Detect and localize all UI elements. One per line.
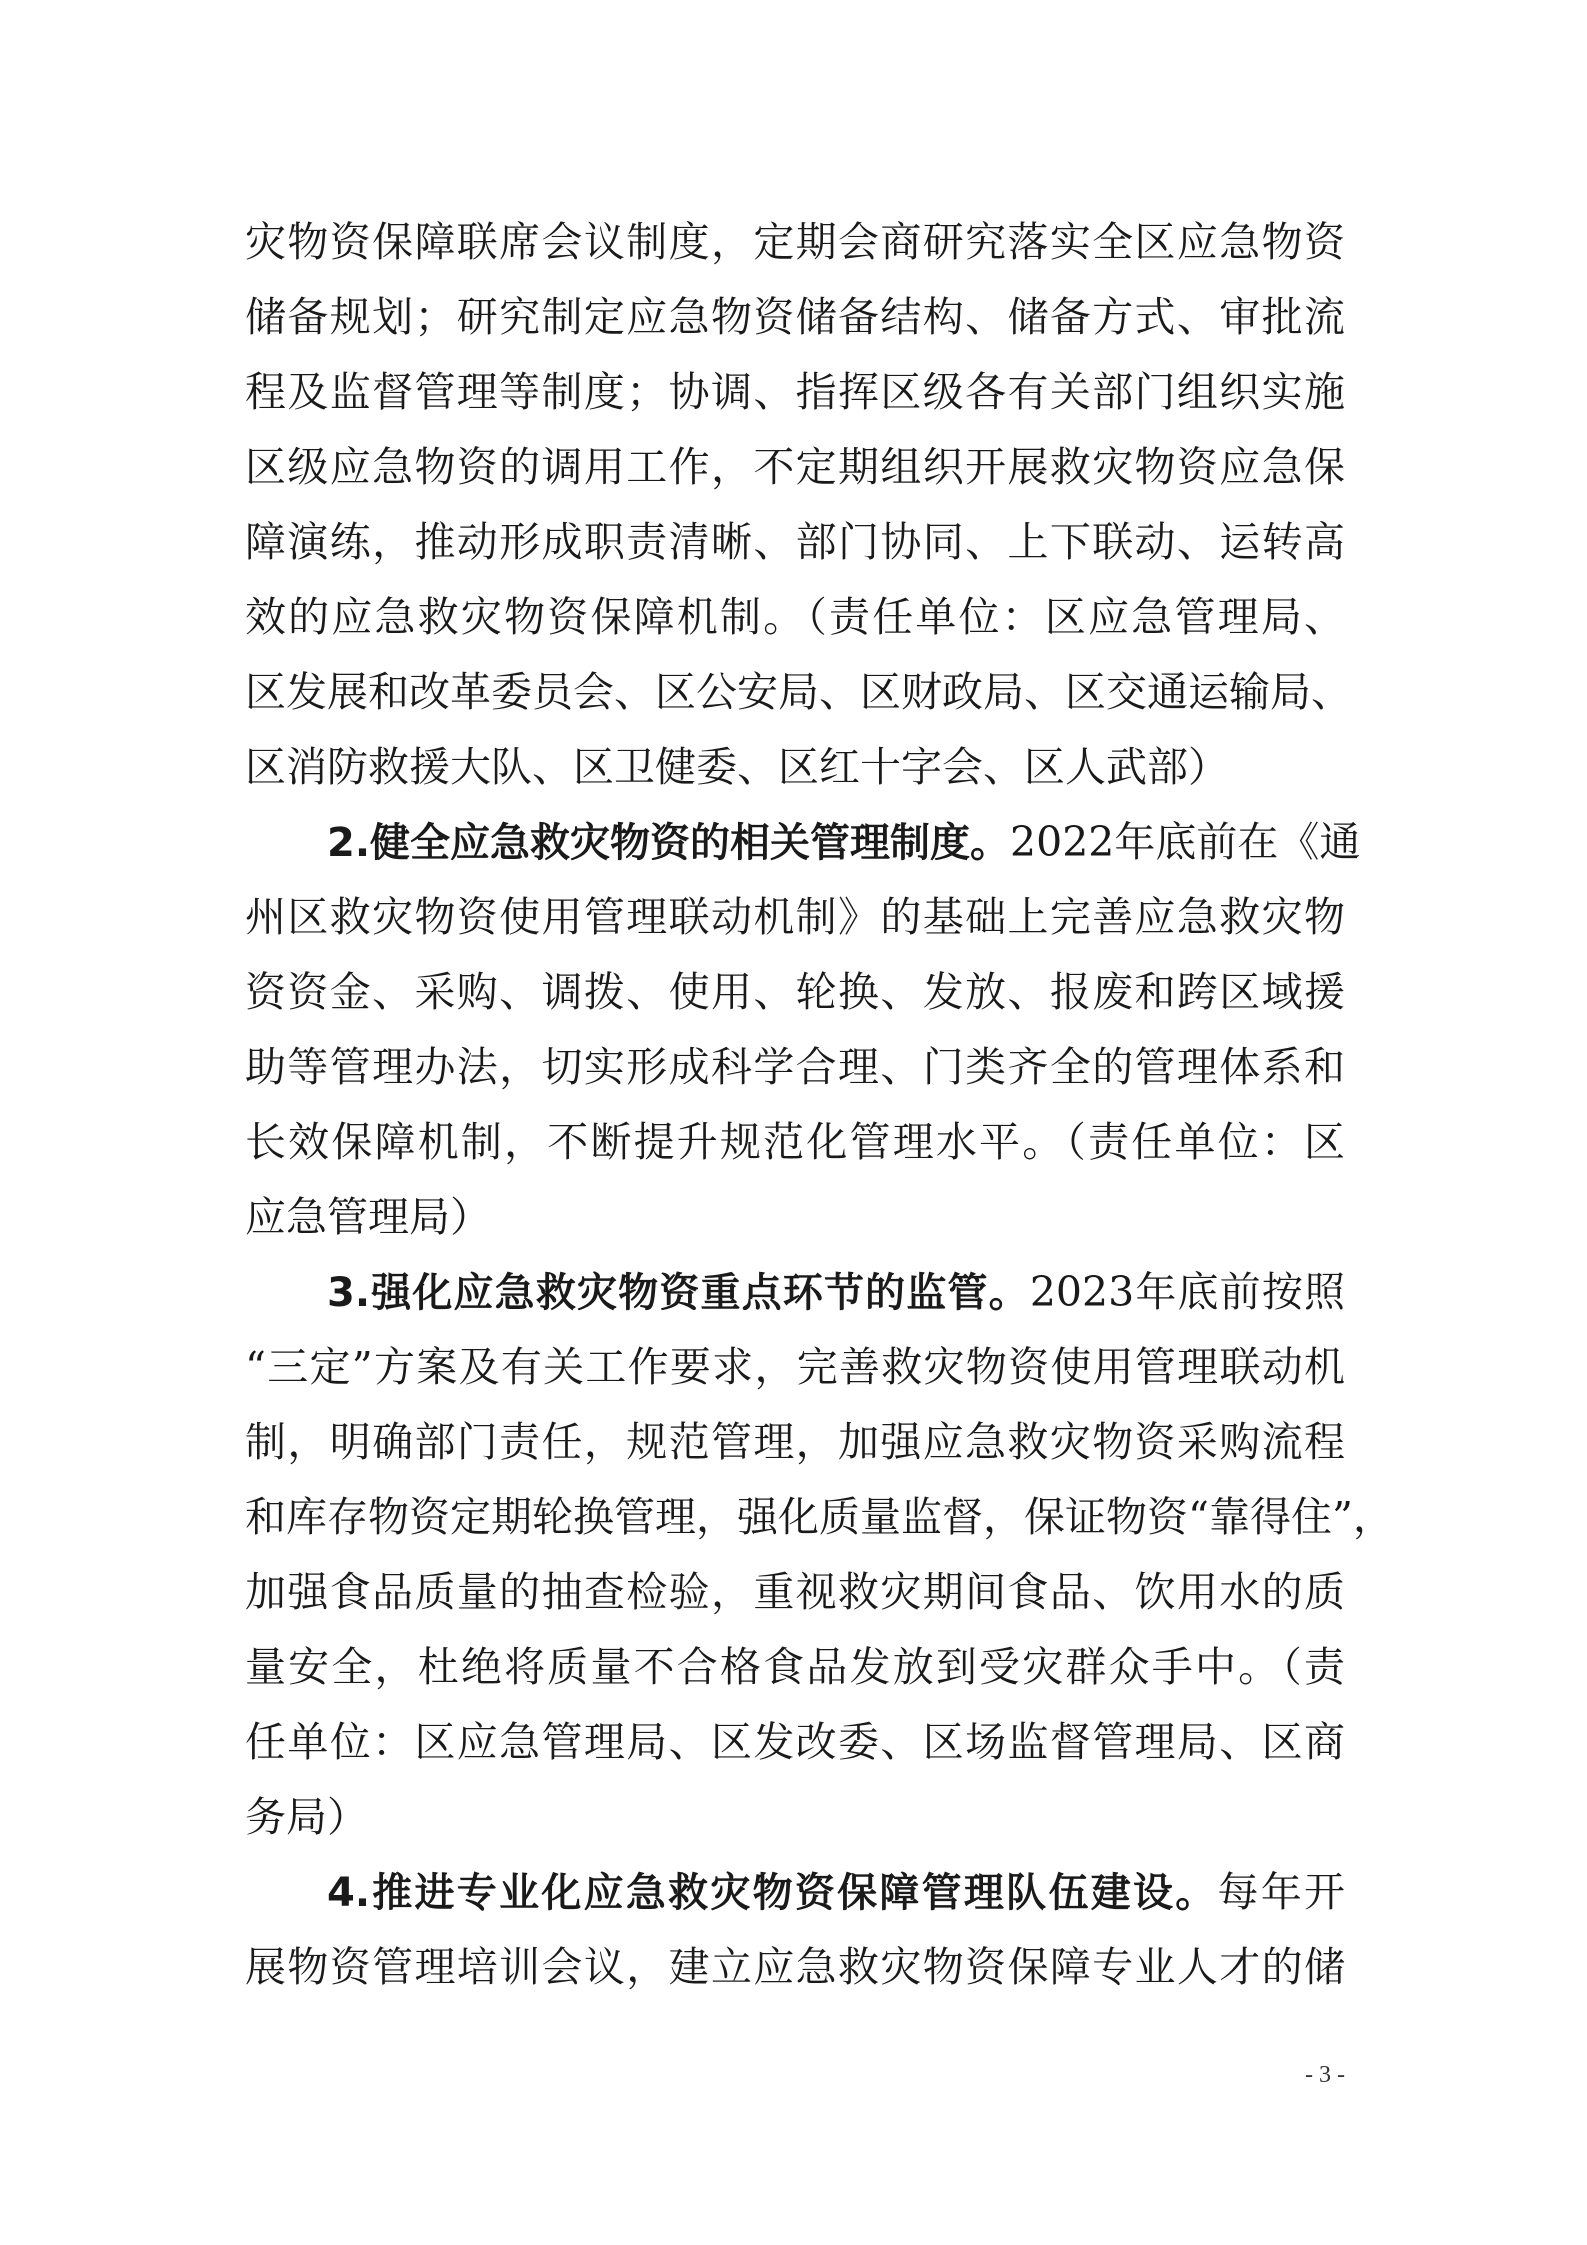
text-line: 区级应急物资的调用工作，不定期组织开展救灾物资应急保 xyxy=(245,443,1345,491)
paragraph-2 xyxy=(245,805,1361,1255)
text-line: 效的应急救灾物资保障机制。（责任单位：区应急管理局、 xyxy=(245,593,1345,641)
paragraph-first-line xyxy=(245,1255,1345,1330)
document-body xyxy=(245,205,1394,2005)
text-line: 量安全，杜绝将质量不合格食品发放到受灾群众手中。（责 xyxy=(245,1643,1345,1691)
text-span: 每年开 xyxy=(1217,1868,1346,1916)
text-line: 务局） xyxy=(245,1793,368,1841)
text-line: “三定”方案及有关工作要求，完善救灾物资使用管理联动机 xyxy=(245,1343,1345,1391)
text-line: 展物资管理培训会议，建立应急救灾物资保障专业人才的储 xyxy=(245,1943,1345,1991)
text-line: 程及监督管理等制度；协调、指挥区级各有关部门组织实施 xyxy=(245,368,1345,416)
text-line: 区消防救援大队、区卫健委、区红十字会、区人武部） xyxy=(245,743,1229,791)
text-line: 障演练，推动形成职责清晰、部门协同、上下联动、运转高 xyxy=(245,518,1345,566)
paragraph-4 xyxy=(245,1855,1345,2005)
text-line: 制，明确部门责任，规范管理，加强应急救灾物资采购流程 xyxy=(245,1418,1345,1466)
text-line: 区发展和改革委员会、区公安局、区财政局、区交通运输局、 xyxy=(245,668,1352,716)
paragraph-3 xyxy=(245,1255,1394,1855)
text-line: 资资金、采购、调拨、使用、轮换、发放、报废和跨区域援 xyxy=(245,968,1345,1016)
text-line: 和库存物资定期轮换管理，强化质量监督，保证物资“靠得住”， xyxy=(245,1493,1394,1541)
page-number: - 3 - xyxy=(1305,2062,1345,2088)
text-span: 2022年底前在《通 xyxy=(1010,818,1361,866)
text-line: 任单位：区应急管理局、区发改委、区场监督管理局、区商 xyxy=(245,1718,1345,1766)
section-heading: 2.健全应急救灾物资的相关管理制度。 xyxy=(327,820,1011,866)
text-line: 助等管理办法，切实形成科学合理、门类齐全的管理体系和 xyxy=(245,1043,1345,1091)
text-line: 应急管理局） xyxy=(245,1193,491,1241)
text-line: 长效保障机制，不断提升规范化管理水平。（责任单位：区 xyxy=(245,1118,1345,1166)
paragraph-first-line xyxy=(245,805,1361,880)
text-span: 2023年底前按照 xyxy=(1029,1268,1345,1316)
text-line: 州区救灾物资使用管理联动机制》的基础上完善应急救灾物 xyxy=(245,893,1345,941)
paragraph-first-line xyxy=(245,1855,1345,1930)
paragraph-1 xyxy=(245,205,1352,805)
text-line: 加强食品质量的抽查检验，重视救灾期间食品、饮用水的质 xyxy=(245,1568,1345,1616)
section-heading: 3.强化应急救灾物资重点环节的监管。 xyxy=(327,1270,1030,1316)
section-heading: 4.推进专业化应急救灾物资保障管理队伍建设。 xyxy=(327,1870,1218,1916)
text-line: 灾物资保障联席会议制度，定期会商研究落实全区应急物资 xyxy=(245,218,1345,266)
text-line: 储备规划；研究制定应急物资储备结构、储备方式、审批流 xyxy=(245,293,1345,341)
